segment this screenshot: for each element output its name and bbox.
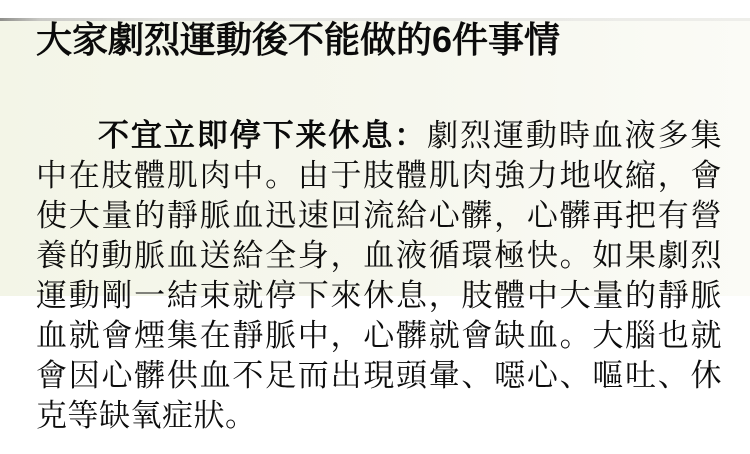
article-page [0,18,750,454]
article-content [0,18,750,436]
article-paragraph [36,116,722,436]
paragraph-body: 劇烈運動時血液多集中在肢體肌肉中。由于肢體肌肉強力地收縮，會使大量的靜脈血迅速回流給心髒，心髒再把有營養的動脈血送給全身，血液循環極快。如果劇烈運動剛一結束就停下來休息，肢體中大量的靜脈血就會煙集在靜脈中，心髒就會缺血。大腦也就會因心髒供血不足而出現頭暈、噁心、嘔吐、休克等缺氧症狀。 [36,118,723,433]
paragraph-lead: 不宜立即停下来休息： [98,118,428,153]
article-title: 大家劇烈運動後不能做的6件事情 [36,19,561,60]
